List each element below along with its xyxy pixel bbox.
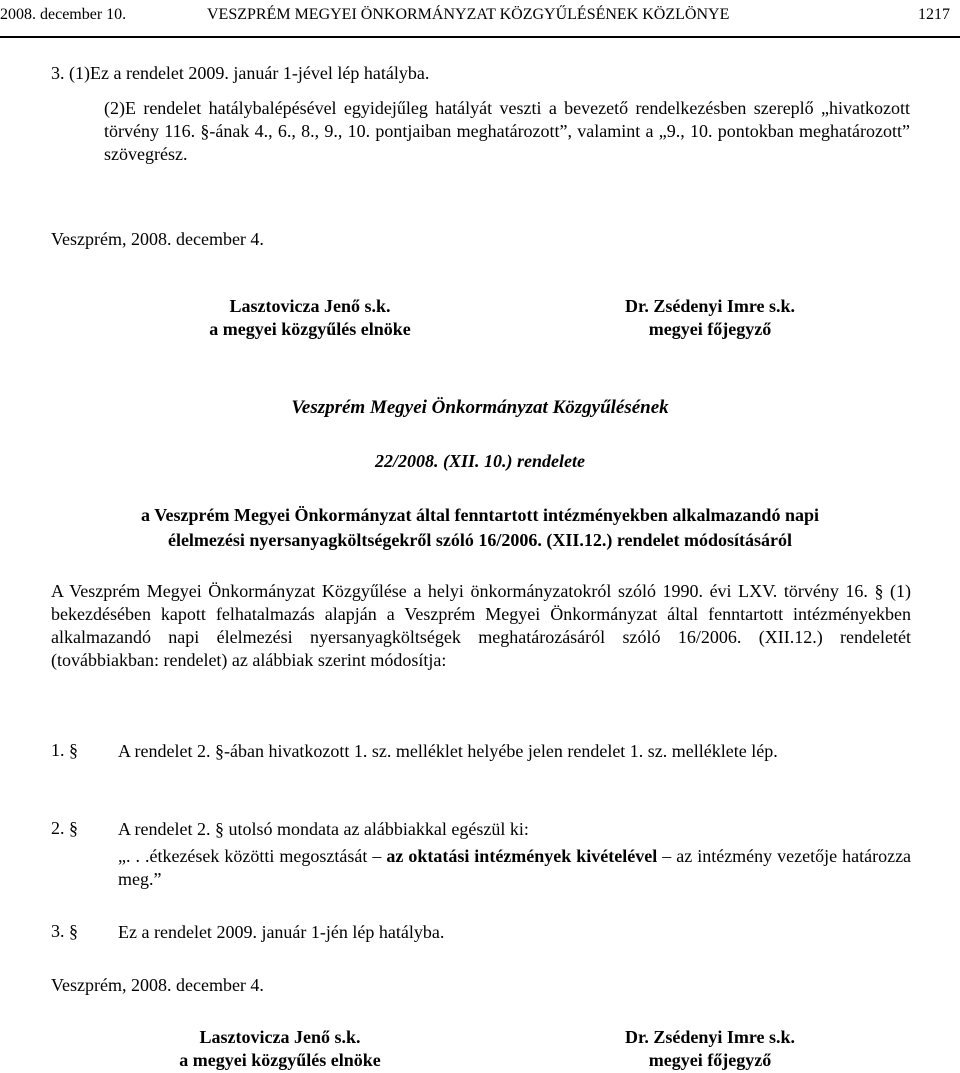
decree-title-line-2: élelmezési nyersanyagköltségekről szóló 16/2006. (XII.12.) rendelet módosításáról [167, 530, 793, 550]
section-2-text: A rendelet 2. § utolsó mondata az alábbiakkal egészül ki: [118, 819, 529, 839]
header-page-number: 1217 [918, 6, 950, 23]
section-2-quote-end: – az intézmény vezetője határozza meg.” [118, 846, 912, 889]
prev-signer-right-title: megyei főjegyző [648, 319, 772, 339]
prev-section-3-1: 3. (1)Ez a rendelet 2009. január 1-jével lép hatályba. [51, 63, 430, 83]
decree-signature-right [530, 1026, 890, 1072]
decree-date: Veszprém, 2008. december 4. [51, 975, 264, 995]
prev-signer-left-title: a megyei közgyűlés elnöke [209, 319, 411, 339]
prev-signer-left-name: Lasztovicza Jenő s.k. [229, 296, 391, 316]
decree-signature-left [100, 1026, 460, 1072]
header-date: 2008. december 10. [0, 6, 127, 23]
section-1-text: A rendelet 2. §-ában hivatkozott 1. sz. melléklet helyébe jelen rendelet 1. sz. melléklete lép. [118, 741, 778, 761]
prev-signature-right [530, 295, 890, 341]
prev-signature-left [130, 295, 490, 341]
decree-title-line-1: a Veszprém Megyei Önkormányzat által fenntartott intézményekben alkalmazandó napi [141, 505, 819, 525]
decree-number: 22/2008. (XII. 10.) rendelete [375, 451, 585, 471]
decree-signer-right-name: Dr. Zsédenyi Imre s.k. [624, 1027, 795, 1047]
section-3-text: Ez a rendelet 2009. január 1-jén lép hatályba. [118, 922, 445, 942]
section-2-quote-bold: az oktatási intézmények kivételével [386, 846, 658, 866]
decree-signer-left-title: a megyei közgyűlés elnöke [179, 1050, 381, 1070]
section-2-number: 2. § [51, 818, 78, 838]
prev-date: Veszprém, 2008. december 4. [51, 229, 264, 249]
prev-signer-right-name: Dr. Zsédenyi Imre s.k. [624, 296, 795, 316]
section-1-number: 1. § [51, 740, 78, 760]
decree-signer-right-title: megyei főjegyző [648, 1050, 772, 1070]
decree-signer-left-name: Lasztovicza Jenő s.k. [199, 1027, 361, 1047]
decree-title [0, 503, 960, 553]
section-3-number: 3. § [51, 921, 78, 941]
header-journal-title: VESZPRÉM MEGYEI ÖNKORMÁNYZAT KÖZGYŰLÉSÉNEK KÖZLÖNYE [207, 6, 730, 23]
header-rule [0, 36, 960, 38]
section-2-quote [118, 845, 911, 891]
decree-issuer: Veszprém Megyei Önkormányzat Közgyűlésének [291, 397, 669, 418]
decree-preamble: A Veszprém Megyei Önkormányzat Közgyűlése a helyi önkormányzatokról szóló 1990. évi LXV. törvény 16. § (1) bekezdésében kapott felhatalmazás alapján a Veszprém Megyei Önkormányzat által fenntartott intézményekben alkalmazandó napi élelmezési nyersanyagköltségek meghatározásáról szóló 16/2006. (XII.12.) rendeletét (továbbiakban: rendelet) az alábbiak szerint módosítja: [51, 581, 911, 670]
section-2-quote-start: „. . .étkezések közötti megosztását – [118, 846, 382, 866]
prev-section-3-2: (2)E rendelet hatálybalépésével egyidejűleg hatályát veszti a bevezető rendelkezésben szereplő „hivatkozott törvény 116. §-ának 4., 6., 8., 9., 10. pontjaiban meghatározott”, valamint a „9., 10. pontokban meghatározott” szövegrész. [104, 98, 910, 164]
